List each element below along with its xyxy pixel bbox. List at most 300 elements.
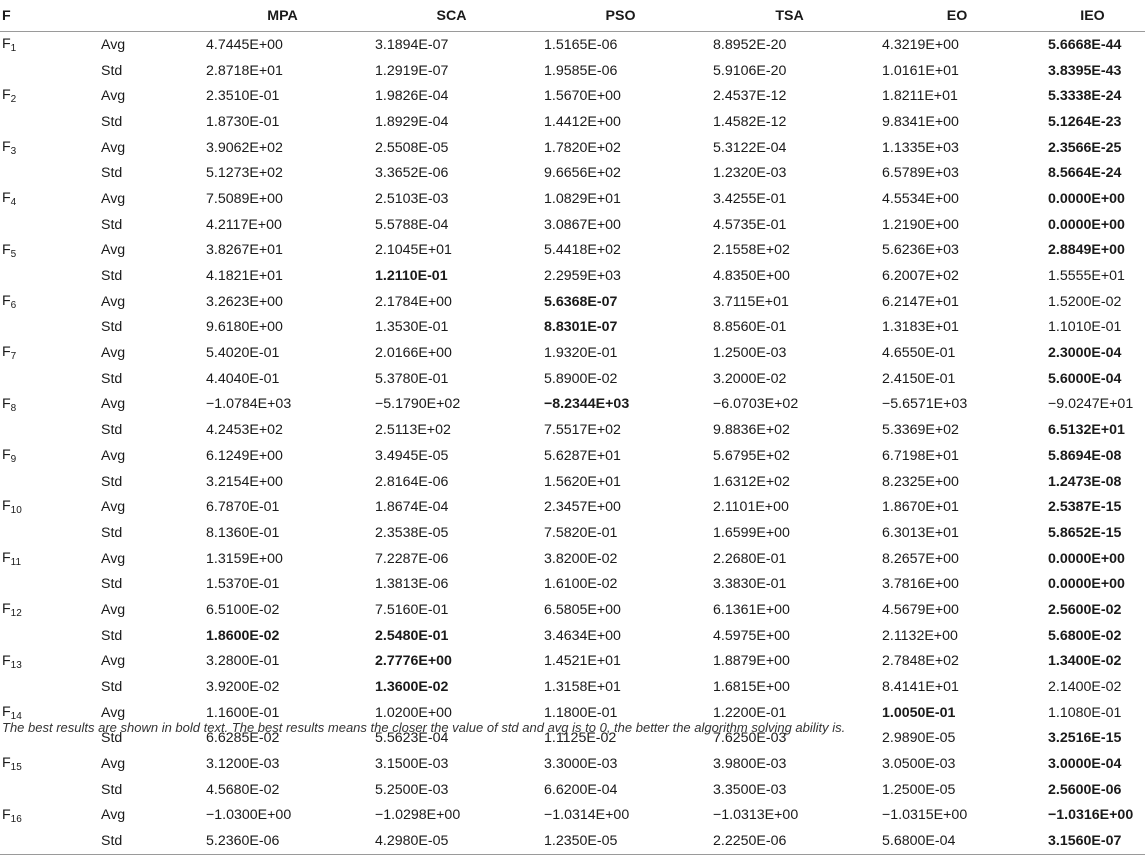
table-row [0,751,1145,777]
stat-label: Avg [101,550,126,567]
function-index: 10 [10,505,22,517]
value-cell: 1.1335E+03 [882,139,959,156]
function-label [0,571,97,597]
value-cell: 4.5680E-02 [206,781,280,798]
value-cell: 8.2657E+00 [882,550,959,567]
value-cell: 5.6368E-07 [544,293,618,310]
value-cell: 5.8652E-15 [1048,524,1122,541]
function-label [0,649,97,675]
value-cell: 2.9890E-05 [882,730,956,747]
function-name: F [2,36,11,52]
value-cell: 3.3652E-06 [375,165,449,182]
value-cell: 3.1200E-03 [206,756,280,773]
value-cell: 9.6180E+00 [206,319,283,336]
value-cell: 3.9200E-02 [206,679,280,696]
value-cell: 2.8849E+00 [1048,242,1125,259]
value-cell: 2.2250E-06 [705,828,874,854]
header-sca: SCA [367,0,536,32]
function-label [0,520,97,546]
value-cell: 7.6250E-03 [713,730,787,747]
value-cell: 5.6795E+02 [713,447,790,464]
value-cell: 1.1080E-01 [1048,704,1122,721]
value-cell: 1.8879E+00 [713,653,790,670]
value-cell: −5.6571E+03 [882,396,968,413]
value-cell: 3.2000E-02 [713,370,787,387]
function-label [0,417,97,443]
value-cell: 2.3566E-25 [1048,139,1122,156]
value-cell: 6.3013E+01 [882,524,959,541]
stat-label: Avg [101,139,126,156]
table-row [0,494,1145,520]
function-label [0,777,97,803]
function-name: F [2,241,11,258]
value-cell: 1.1010E-01 [1048,319,1122,336]
value-cell: 6.5789E+03 [882,165,959,182]
value-cell: 5.4418E+02 [544,242,621,259]
value-cell: 1.5165E-06 [544,36,618,53]
value-cell: 5.4020E-01 [206,345,280,362]
value-cell: 5.6800E-02 [1048,627,1122,644]
table-footnote: The best results are shown in bold text. The best results means the closer the value of std and avg is to 0, the better the algorithm solving ability is. [2,720,846,735]
table-row [0,649,1145,675]
table-row [0,520,1145,546]
value-cell: 6.5132E+01 [1048,422,1125,439]
value-cell: 6.1249E+00 [206,447,283,464]
value-cell: 0.0000E+00 [1048,216,1125,233]
table-row [0,58,1145,84]
stat-label: Std [101,268,123,285]
value-cell: 1.5620E+01 [544,473,621,490]
function-label [0,597,97,623]
function-index: 1 [10,43,17,54]
table-row [0,546,1145,572]
value-cell: 5.6000E-04 [1048,370,1122,387]
table-row [0,623,1145,649]
value-cell: 5.5788E-04 [375,216,449,233]
function-name: F [2,703,11,720]
table-row [0,160,1145,186]
value-cell: 3.1560E-07 [1040,828,1145,854]
value-cell: 4.2453E+02 [206,422,283,439]
function-index: 2 [10,94,17,106]
value-cell: 5.6236E+03 [882,242,959,259]
stat-label: Avg [101,704,126,721]
value-cell: 5.5623E-04 [375,730,449,747]
function-name: F [2,395,11,412]
value-cell: 8.8301E-07 [544,319,618,336]
value-cell: 2.5480E-01 [375,627,449,644]
value-cell: 2.2959E+03 [544,268,621,285]
value-cell: 1.3813E-06 [375,576,449,593]
header-row [0,0,1145,32]
value-cell: 4.5735E-01 [713,216,787,233]
function-label [0,263,97,289]
value-cell: 1.1800E-01 [544,704,618,721]
value-cell: 3.1894E-07 [375,36,449,53]
header-pso: PSO [536,0,705,32]
value-cell: 3.0500E-03 [882,756,956,773]
value-cell: 1.2500E-05 [882,781,956,798]
table-row [0,777,1145,803]
table-row [0,443,1145,469]
function-label [0,212,97,238]
value-cell: 4.5534E+00 [882,190,959,207]
value-cell: 2.1558E+02 [713,242,790,259]
function-label [0,469,97,495]
table-row [0,392,1145,418]
value-cell: 1.2320E-03 [713,165,787,182]
value-cell: 8.1360E-01 [206,524,280,541]
value-cell: −1.0784E+03 [206,396,292,413]
value-cell: 4.1821E+01 [206,268,283,285]
function-index: 7 [10,351,17,363]
value-cell: 3.8200E-02 [544,550,618,567]
value-cell: 2.5113E+02 [375,422,451,439]
function-label [0,135,97,161]
table-row [0,340,1145,366]
value-cell: 4.2117E+00 [206,216,282,233]
stat-label: Avg [101,36,126,53]
value-cell: 2.3457E+00 [544,499,621,516]
value-cell: 1.0829E+01 [544,190,621,207]
value-cell: 3.0000E-04 [1048,756,1122,773]
value-cell: 4.6550E-01 [882,345,956,362]
header-mpa: MPA [198,0,367,32]
value-cell: −1.0315E+00 [882,807,968,824]
value-cell: 1.4412E+00 [544,113,621,130]
value-cell: −5.1790E+02 [375,396,461,413]
value-cell: 3.3000E-03 [544,756,618,773]
stat-label: Avg [101,807,126,824]
value-cell: 1.6312E+02 [713,473,790,490]
value-cell: 2.3000E-04 [1048,345,1122,362]
function-name: F [2,344,11,361]
value-cell: −1.0316E+00 [1048,807,1134,824]
table-row [0,263,1145,289]
stat-label: Std [101,319,123,336]
stat-label: Avg [101,242,126,259]
value-cell: 6.2007E+02 [882,268,959,285]
value-cell: 5.3780E-01 [375,370,449,387]
value-cell: 3.2154E+00 [206,473,283,490]
value-cell: 1.0050E-01 [882,704,956,721]
value-cell: 3.3830E-01 [713,576,787,593]
value-cell: 1.5555E+01 [1048,268,1125,285]
function-label [0,494,97,520]
value-cell: −1.0300E+00 [206,807,292,824]
stat-label: Std [101,113,123,130]
function-label [0,58,97,84]
value-cell: 5.3369E+02 [882,422,959,439]
function-label [0,315,97,341]
value-cell: 4.5975E+00 [713,627,790,644]
value-cell: 2.3538E-05 [375,524,449,541]
stat-label: Avg [101,653,126,670]
value-cell: 2.5508E-05 [375,139,449,156]
value-cell: 2.7776E+00 [375,653,452,670]
function-name: F [2,447,11,463]
function-label [0,289,97,315]
function-label [0,443,97,469]
table-row [0,109,1145,135]
value-cell: 3.7115E+01 [713,293,789,310]
value-cell: 5.6287E+01 [544,447,621,464]
value-cell: 1.6100E-02 [544,576,618,593]
table-row [0,366,1145,392]
function-label [0,392,97,418]
function-name: F [2,292,11,309]
function-name: F [2,601,11,618]
value-cell: 2.4537E-12 [713,88,787,105]
table-row [0,417,1145,443]
value-cell: 0.0000E+00 [1048,550,1125,567]
value-cell: 2.8718E+01 [206,62,283,79]
value-cell: −8.2344E+03 [544,396,630,413]
value-cell: 1.2350E-05 [536,828,705,854]
value-cell: 2.3510E-01 [206,88,280,105]
stat-label: Std [101,627,123,644]
value-cell: 8.5664E-24 [1048,165,1122,182]
value-cell: 2.1101E+00 [713,499,789,516]
value-cell: 2.8164E-06 [375,473,449,490]
function-label [0,366,97,392]
value-cell: 1.5200E-02 [1048,293,1122,310]
function-index: 5 [10,248,17,260]
value-cell: 8.8560E-01 [713,319,787,336]
function-label [0,32,97,58]
value-cell: 9.6656E+02 [544,165,621,182]
value-cell: 5.6800E-04 [874,828,1040,854]
function-index: 14 [10,710,22,722]
value-cell: 1.3530E-01 [375,319,449,336]
value-cell: 8.4141E+01 [882,679,959,696]
value-cell: 3.3500E-03 [713,781,787,798]
value-cell: 1.3600E-02 [375,679,449,696]
value-cell: 5.1273E+02 [206,165,283,182]
table-row [0,803,1145,829]
value-cell: 1.2190E+00 [882,216,959,233]
value-cell: 2.5387E-15 [1048,499,1122,516]
function-index: 4 [10,197,17,209]
value-cell: 1.6815E+00 [713,679,790,696]
value-cell: 1.1600E-01 [206,704,280,721]
value-cell: 1.7820E+02 [544,139,621,156]
value-cell: 2.5600E-02 [1048,601,1122,618]
value-cell: 4.3219E+00 [882,36,959,53]
value-cell: 1.6599E+00 [713,524,790,541]
value-cell: 2.1045E+01 [375,242,452,259]
value-cell: 5.9106E-20 [713,62,787,79]
value-cell: 4.4040E-01 [206,370,280,387]
header-eo: EO [874,0,1040,32]
function-label [0,160,97,186]
function-name: F [2,755,11,772]
table-row [0,238,1145,264]
function-label [0,546,97,572]
value-cell: 3.4945E-05 [375,447,449,464]
function-index: 9 [10,454,17,465]
value-cell: 7.5089E+00 [206,190,283,207]
value-cell: 5.2500E-03 [375,781,449,798]
stat-label: Std [97,828,198,854]
value-cell: 1.8674E-04 [375,499,449,516]
value-cell: −1.0314E+00 [544,807,630,824]
value-cell: 1.5370E-01 [206,576,280,593]
header-ieo: IEO [1040,0,1145,32]
function-label [0,186,97,212]
function-label [0,83,97,109]
value-cell: 4.8350E+00 [713,268,790,285]
value-cell: 6.6285E-02 [206,730,280,747]
stat-label: Avg [101,345,126,362]
value-cell: 1.2473E-08 [1048,473,1122,490]
function-index: 16 [10,813,22,825]
function-label [0,674,97,700]
header-stat [97,0,198,32]
value-cell: 1.1125E-02 [544,730,617,747]
value-cell: 4.2980E-05 [367,828,536,854]
value-cell: 2.5600E-06 [1048,781,1122,798]
table-row [0,83,1145,109]
value-cell: 1.2200E-01 [713,704,787,721]
value-cell: 3.2516E-15 [1048,730,1122,747]
value-cell: 0.0000E+00 [1048,190,1125,207]
stat-label: Std [101,62,123,79]
function-index: 6 [10,299,17,311]
function-index: 11 [10,556,22,568]
value-cell: 5.8900E-02 [544,370,618,387]
function-label [0,623,97,649]
function-label [0,751,97,777]
value-cell: 2.0166E+00 [375,345,452,362]
value-cell: 1.0161E+01 [882,62,959,79]
stat-label: Std [101,524,123,541]
value-cell: 1.9826E-04 [375,88,449,105]
table-row [0,469,1145,495]
value-cell: 7.5160E-01 [375,601,449,618]
value-cell: 7.5517E+02 [544,422,621,439]
value-cell: 5.8694E-08 [1048,447,1122,464]
value-cell: 3.0867E+00 [544,216,621,233]
value-cell: 1.9320E-01 [544,345,618,362]
value-cell: 7.5820E-01 [544,524,618,541]
stat-label: Avg [101,756,126,773]
table-row [0,135,1145,161]
value-cell: 5.2360E-06 [198,828,367,854]
value-cell: 2.1400E-02 [1048,679,1122,696]
value-cell: 0.0000E+00 [1048,576,1125,593]
value-cell: 3.4255E-01 [713,190,787,207]
value-cell: 2.1784E+00 [375,293,452,310]
function-name: F [2,652,11,669]
value-cell: 6.7870E-01 [206,499,280,516]
function-name: F [2,806,11,823]
stat-label: Std [101,576,123,593]
value-cell: 4.7445E+00 [206,36,283,53]
table-row [0,315,1145,341]
value-cell: −9.0247E+01 [1048,396,1134,413]
value-cell: 6.2147E+01 [882,293,959,310]
value-cell: 9.8836E+02 [713,422,790,439]
value-cell: 1.8600E-02 [206,627,280,644]
value-cell: 8.8952E-20 [713,36,787,53]
function-label [0,803,97,829]
value-cell: 6.5100E-02 [206,601,280,618]
value-cell: 1.8730E-01 [206,113,280,130]
table-row [0,32,1145,58]
function-label [0,238,97,264]
table-row [0,212,1145,238]
value-cell: 2.5103E-03 [375,190,449,207]
stat-label: Std [101,730,123,747]
stat-label: Avg [101,447,126,464]
table-row [0,597,1145,623]
stat-label: Avg [101,293,126,310]
value-cell: 2.1132E+00 [882,627,958,644]
value-cell: 8.2325E+00 [882,473,959,490]
value-cell: 2.2680E-01 [713,550,787,567]
function-label [0,828,97,854]
stat-label: Std [101,370,123,387]
table-row [0,186,1145,212]
stat-label: Std [101,422,123,439]
stat-label: Std [101,216,123,233]
value-cell: 9.8341E+00 [882,113,959,130]
value-cell: 5.1264E-23 [1048,113,1122,130]
value-cell: 1.9585E-06 [544,62,618,79]
value-cell: 4.5679E+00 [882,601,959,618]
function-name: F [2,87,11,104]
stat-label: Std [101,165,123,182]
value-cell: 5.3122E-04 [713,139,787,156]
value-cell: −6.0703E+02 [713,396,799,413]
function-name: F [2,549,11,566]
value-cell: 6.7198E+01 [882,447,959,464]
value-cell: 3.8267E+01 [206,242,283,259]
value-cell: 1.2110E-01 [375,268,448,285]
stat-label: Std [101,679,123,696]
function-index: 8 [10,402,17,414]
stat-label: Avg [101,190,126,207]
value-cell: 1.8929E-04 [375,113,449,130]
table-row [0,828,1145,854]
value-cell: 1.5670E+00 [544,88,621,105]
stat-label: Std [101,781,123,798]
value-cell: 1.4582E-12 [713,113,787,130]
value-cell: 7.2287E-06 [375,550,449,567]
value-cell: 1.3183E+01 [882,319,959,336]
stat-label: Avg [101,499,126,516]
table-row [0,289,1145,315]
value-cell: 1.8211E+01 [882,88,958,105]
value-cell: 2.7848E+02 [882,653,959,670]
value-cell: 1.3400E-02 [1048,653,1122,670]
value-cell: 3.9062E+02 [206,139,283,156]
value-cell: 1.4521E+01 [544,653,621,670]
function-index: 12 [10,608,22,620]
value-cell: 1.2919E-07 [375,62,449,79]
function-index: 15 [10,762,22,774]
value-cell: 6.6200E-04 [544,781,618,798]
stat-label: Avg [101,88,126,105]
value-cell: 1.0200E+00 [375,704,452,721]
header-tsa: TSA [705,0,874,32]
value-cell: 2.4150E-01 [882,370,956,387]
value-cell: 3.7816E+00 [882,576,959,593]
function-name: F [2,190,11,207]
value-cell: 5.3338E-24 [1048,88,1122,105]
table-row [0,571,1145,597]
